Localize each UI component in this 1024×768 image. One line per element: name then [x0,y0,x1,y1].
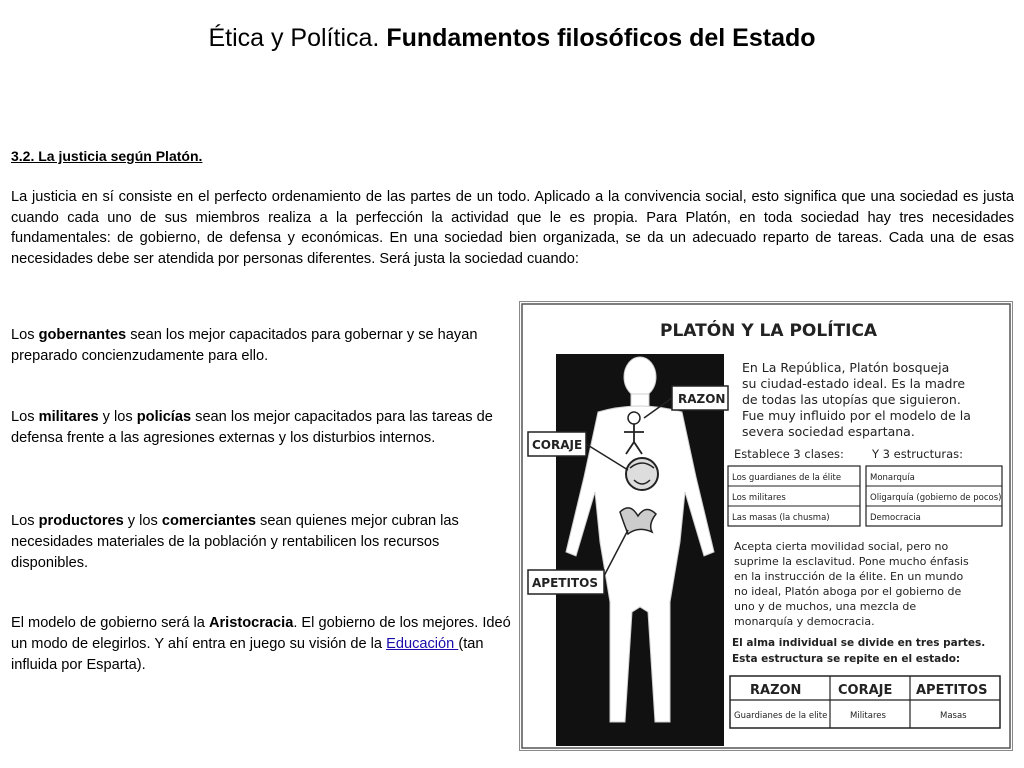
razon-label: RAZON [678,392,726,406]
clase-3: Las masas (la chusma) [732,513,830,523]
table-cell-masas: Masas [940,711,967,721]
accepta-line-3: en la instrucción de la élite. En un mundo [734,570,964,583]
clases-header: Establece 3 clases: [734,447,844,461]
estructura-2: Oligarquía (gobierno de pocos) [870,493,1002,503]
estructura-1: Monarquía [870,473,915,483]
paragraph-productores [11,511,516,574]
text: Los [11,327,39,343]
text: Los [11,409,39,425]
accepta-line-4: no ideal, Platón aboga por el gobierno de [734,585,962,598]
text: . El gobierno de los mejores. Ideó un modo de elegirlos. Y ahí entra en juego su visión de la [11,615,511,652]
text: Los [11,513,39,529]
table-header-apetitos: APETITOS [916,683,988,698]
bold-comerciantes: comerciantes [161,513,256,529]
estructuras-header: Y 3 estructuras: [872,447,964,461]
accepta-line-6: monarquía y democracia. [734,615,875,628]
apetitos-label: APETITOS [532,576,598,590]
table-header-razon: RAZON [750,683,802,698]
estructura-3: Democracia [870,513,921,523]
text: sean los mejor capacitados para las tareas de defensa frente a las agresiones externas y los disturbios internos. [11,409,493,446]
figure-title: PLATÓN Y LA POLÍTICA [660,321,878,341]
text: y los [123,513,162,529]
text: sean quienes mejor cubran las necesidades materiales de la población y rentabilicen los recursos disponibles. [11,513,459,571]
intro-paragraph: La justicia en sí consiste en el perfecto ordenamiento de las partes de un todo. Aplicado a la convivencia social, esto significa que una sociedad es justa cuando cada uno de sus miembros realiza a la perfección la actividad que le es propia. Para Platón, en toda sociedad hay tres necesidades fundamentales: de gobierno, de defensa y económicas. En una sociedad bien organizada, se da un adecuado reparto de tareas. Cada una de esas necesidades debe ser atendida por personas diferentes. Será justa la sociedad cuando: [11,189,1014,267]
educacion-link[interactable]: Educación [386,636,459,652]
desc-line-5: severa sociedad espartana. [742,424,915,439]
text: sean los mejor capacitados para gobernar y se hayan preparado concienzudamente para ello. [11,327,478,364]
bold-militares: militares [38,409,99,425]
desc-line-4: Fue muy influido por el modelo de la [742,408,971,423]
text: (tan influida por Esparta). [11,636,484,673]
table-cell-militares: Militares [850,711,886,721]
accepta-line-5: uno y de muchos, una mezcla de [734,600,917,613]
coraje-label: CORAJE [532,438,583,452]
text: y los [98,409,137,425]
paragraph-gobernantes [11,325,516,367]
paragraph-militares [11,407,516,449]
title-bold: Fundamentos filosóficos del Estado [386,24,816,52]
head-organ [628,412,640,424]
desc-line-3: de todas las utopías que siguieron. [742,392,961,407]
desc-line-1: En La República, Platón bosqueja [742,360,950,375]
bold-aristocracia: Aristocracia [208,615,294,631]
desc-line-2: su ciudad-estado ideal. Es la madre [742,376,966,391]
figure-svg [520,302,1012,750]
clase-1: Los guardianes de la élite [732,473,842,483]
clase-2: Los militares [732,493,786,503]
platon-politica-figure [519,301,1013,751]
text: El modelo de gobierno será la [11,615,209,631]
accepta-line-2: suprime la esclavitud. Pone mucho énfasis [734,555,969,568]
table-header-coraje: CORAJE [838,683,893,698]
section-heading: 3.2. La justicia según Platón. [11,148,203,164]
table-cell-guardianes: Guardianes de la elite [734,711,828,721]
bold-policias: policías [136,409,192,425]
accepta-line-1: Acepta cierta movilidad social, pero no [734,540,949,553]
title-light: Ética y Política. [208,24,380,52]
alma-line-2: Esta estructura se repite en el estado: [732,653,961,665]
bold-productores: productores [38,513,124,529]
alma-line-1: El alma individual se divide en tres partes. [732,637,986,649]
bold-gobernantes: gobernantes [38,327,127,343]
paragraph-aristocracia [11,613,516,676]
page-title [0,22,1024,54]
